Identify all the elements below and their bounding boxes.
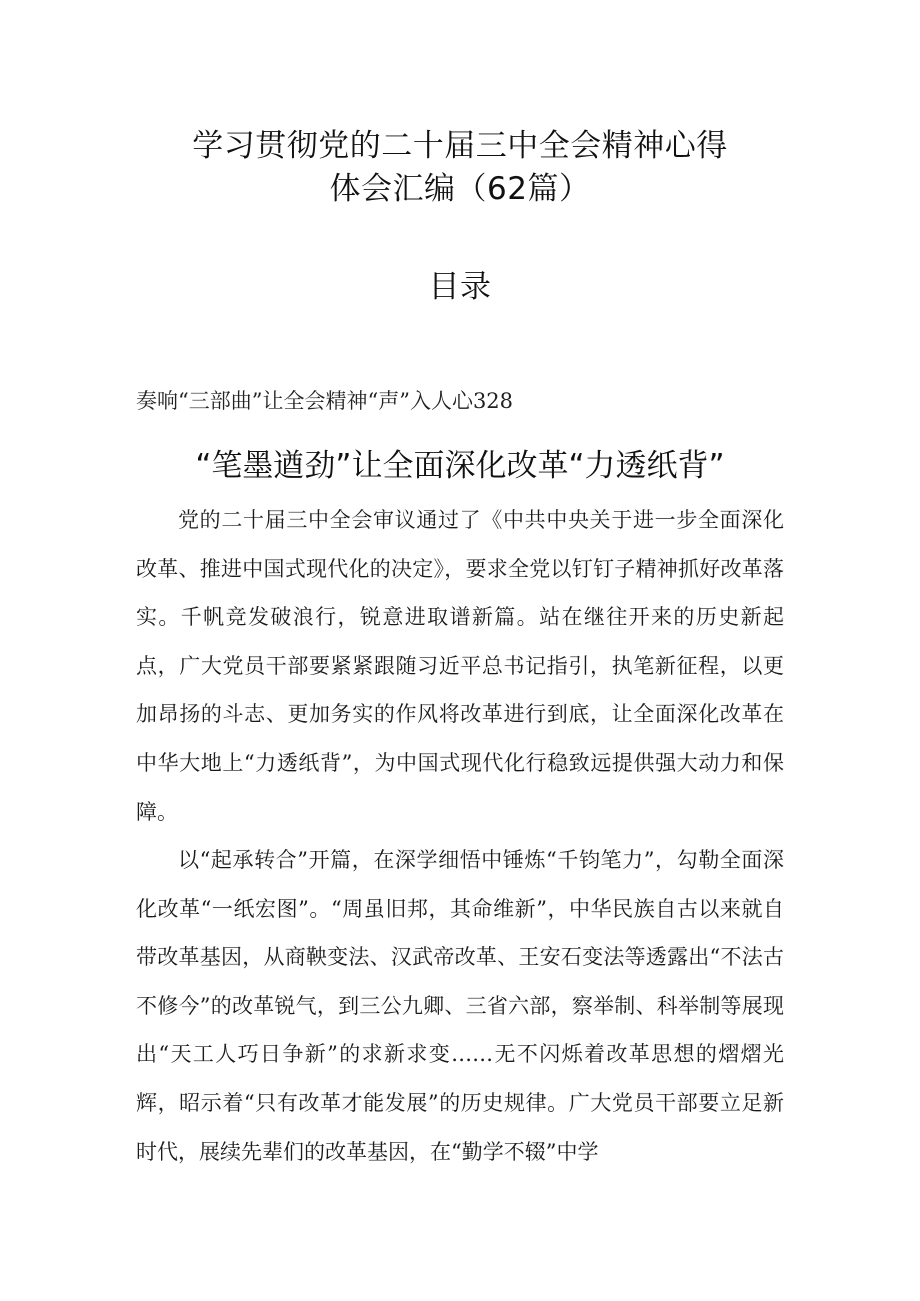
document-title-line-1: 学习贯彻党的二十届三中全会精神心得 [192, 128, 728, 164]
toc-heading: 目录 [428, 269, 492, 305]
document-title-line-2: 体会汇编（62篇） [329, 171, 591, 207]
article-title: “笔墨遒劲”让全面深化改革“力透纸背” [195, 448, 725, 484]
toc-entry: 奏响“三部曲”让全会精神“声”入人心328 [136, 389, 514, 413]
body-paragraph-1: 党的二十届三中全会审议通过了《中共中央关于进一步全面深化改革、推进中国式现代化的决定》，要求全党以钉钉子精神抓好改革落实。千帆竞发破浪行，锐意进取谱新篇。站在继往开来的历史新起点，广大党员干部要紧紧跟随习近平总书记指引，执笔新征程，以更加昂扬的斗志、更加务实的作风将改革进行到底，让全面深化改革在中华大地上“力透纸背”，为中国式现代化行稳致远提供强大动力和保障。 [136, 508, 784, 824]
body-paragraph-2: 以“起承转合”开篇，在深学细悟中锤炼“千钧笔力”，勾勒全面深化改革“一纸宏图”。“周虽旧邦，其命维新”，中华民族自古以来就自带改革基因，从商鞅变法、汉武帝改革、王安石变法等透露出“不法古不修今”的改革锐气，到三公九卿、三省六部，察举制、科举制等展现出“天工人巧日争新”的求新求变……无不闪烁着改革思想的熠熠光辉，昭示着“只有改革才能发展”的历史规律。广大党员干部要立足新时代，展续先辈们的改革基因，在“勤学不辍”中学 [136, 848, 784, 1164]
